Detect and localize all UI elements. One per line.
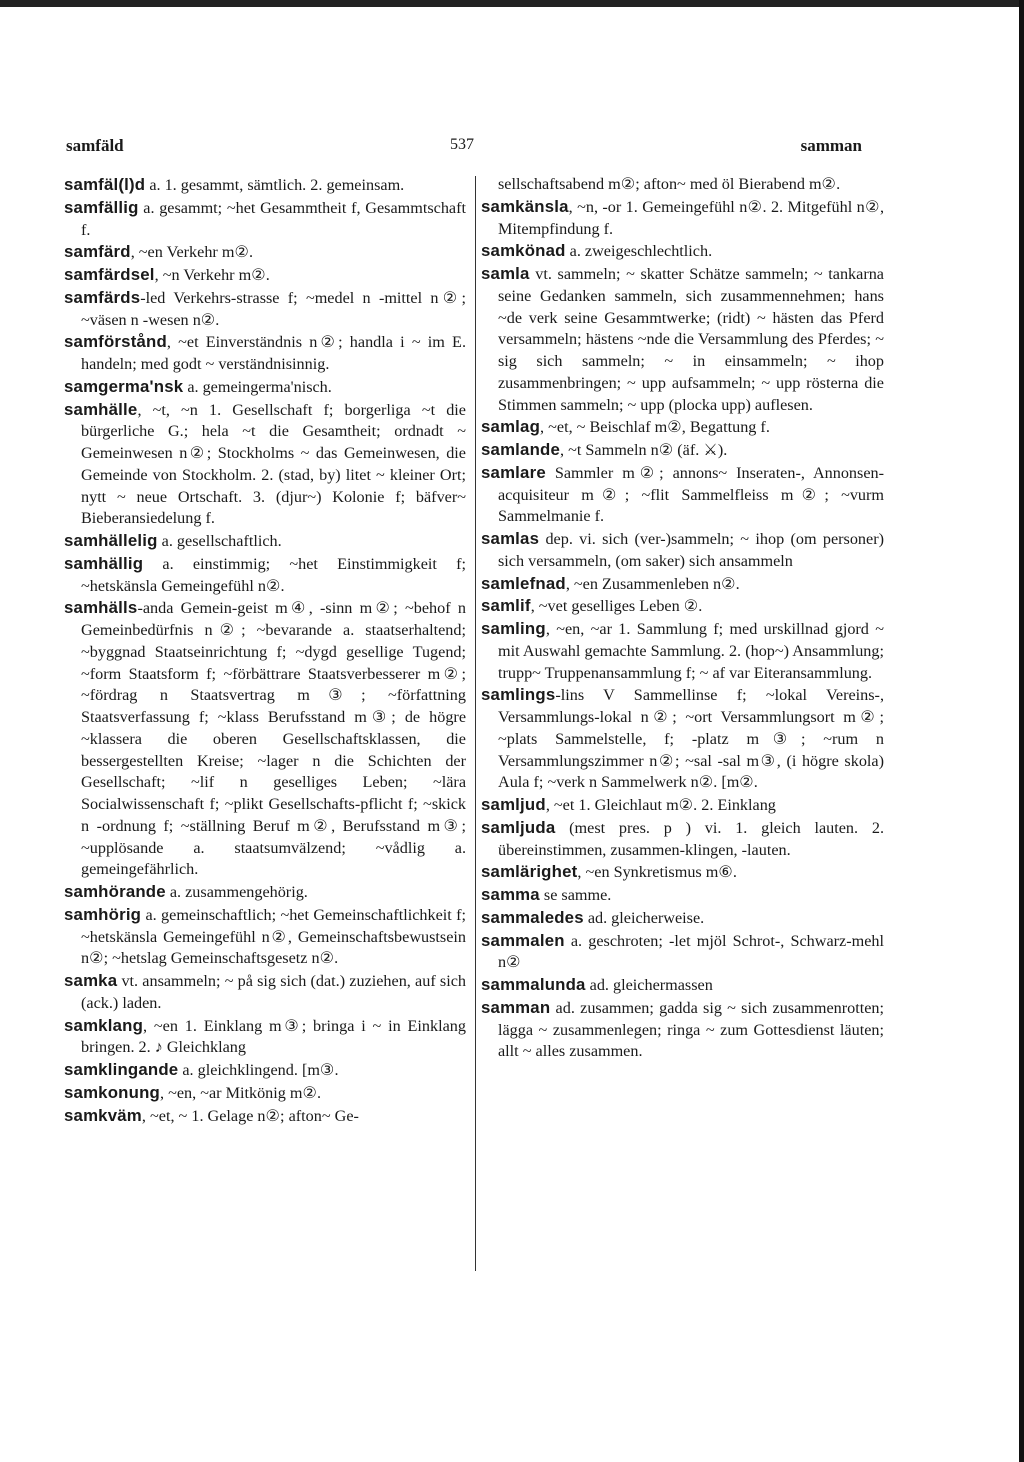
entry-headword: samlag [481,417,541,437]
scan-edge-top [0,0,1024,7]
entry-headword: samfärds [64,287,141,307]
dictionary-entry [481,861,884,884]
entry-headword: samla [481,264,530,283]
dictionary-entry [481,930,884,975]
entry-headword: samlärighet [481,862,578,882]
entry-headword: samlefnad [481,573,566,593]
entry-headword: samhörig [64,904,142,924]
entry-headword: sammalunda [481,975,586,994]
entry-text: -lins V Sammellinse f; ~lokal Vereins-, Versammlungs-lokal n②; ~ort Versammlungsort m②; ~plats Sammelstelle, f; -platz m③; ~rum n Versammlungszimmer n②; ~sal -sal m③, (i högre skola) Aula f; ~verk n Sammelwerk n②. [m②. [498,686,884,792]
entry-headword: samma [481,885,540,904]
entry-text: , ~en Zusammenleben n②. [565,574,740,593]
dictionary-entry [64,1015,466,1060]
dictionary-entry [481,416,884,439]
entry-text: a. gesellschaftlich. [157,532,282,550]
entry-headword: samljuda [481,817,556,837]
dictionary-entry [481,618,884,684]
entry-text: a. gemeinschaftlich; ~het Gemeinschaftlichkeit f; ~hetskänsla Gemeingefühl n②, Gemeinschaftsbewustsein n②; ~hetslag Gemeinschaftsgesetz n②. [81,905,466,968]
entry-text: , ~en Synkretismus m⑥. [577,863,737,882]
entry-headword: samhörande [64,882,166,901]
entry-text: sellschaftsabend m②; afton~ med öl Bierabend m②. [498,175,841,193]
entry-text: vt. ansammeln; ~ på sig sich (dat.) zuziehen, auf sich (ack.) laden. [81,972,466,1012]
dictionary-entry [64,174,466,197]
dictionary-entry [481,794,884,817]
entry-text: a. zweigeschlechtlich. [565,242,713,261]
dictionary-entry [481,573,884,596]
entry-text: a. geschroten; -let mjöl Schrot-, Schwarz-mehl n② [498,931,884,972]
entry-text: , ~et, ~ 1. Gelage n②; afton~ Ge- [141,1106,359,1125]
dictionary-entry [481,263,884,416]
header-left-guideword: samfäld [66,136,124,155]
entry-headword: samlare [481,462,546,482]
dictionary-entry [64,970,466,1015]
entry-text: vt. sammeln; ~ skatter Schätze sammeln; ~ tankarna seine Gedanken sammeln, sich zusammennehmen; hans ~de verk seine Gesammtwerke; (ridt) ~ hästen das Pferd versammeln; hästens ~nde die Versammlung des Pferdes; ~ sig sich sammeln; ~ in einsammeln; ~ ihop zusammenbringen; ~ upp aufsammeln; ~ upp rösterna die Stimmen sammeln; ~ upp (plocka upp) auflesen. [498,265,884,414]
entry-text: a. gleichklingend. [m③. [178,1061,339,1079]
entry-text: , ~n Verkehr m②. [154,266,270,284]
entry-text: , ~vet geselliges Leben ②. [530,597,703,616]
entry-headword: samfärd [64,242,131,262]
entry-text: , ~t Sammeln n② (äf. ⚔). [560,441,728,459]
entry-headword: samkväm [64,1105,142,1125]
entry-text: -anda Gemein-geist m④, -sinn m②; ~behof n Gemeinbedürfnis n②; ~bevarande a. staatserhaltend; ~byggnad Staatseinrichtung f; ~dygd gesellige Tugend; ~form Staatsform f; ~förbättrare Staatsverbesserer m②; ~fördrag n Staatsvertrag m③; ~författning Staatsverfassung f; ~klass Berufsstand m③; de högre ~klassera die oberen Gesellschaftsklassen, die bessergestellten Kreise; ~lager n die Schichten der Gesellschaft; ~lif n geselliges Leben; ~lära Socialwissenschaft f; ~plikt Gesellschafts-pflicht f; ~skick n -ordnung f; ~ställning Beruf m②, Berufsstand m③; ~upplösande a. staatsumvälzend; ~vådlig a. gemeingefährlich. [81,599,466,879]
page-header [62,136,862,162]
entry-text: , ~en, ~ar Mitkönig m②. [159,1083,322,1102]
dictionary-entry [64,553,466,598]
entry-text: a. gemeingerma'nisch. [183,377,332,396]
entry-text: se samme. [539,886,612,904]
dictionary-entry [481,240,884,263]
entry-headword: samhällig [64,553,144,573]
dictionary-entry [64,331,466,376]
entry-headword: samljud [481,795,546,814]
entry-text: a. zusammengehörig. [165,883,308,901]
entry-headword: sammaledes [481,907,584,927]
dictionary-entry [64,287,466,332]
entry-text: , ~n, -or 1. Gemeingefühl n②. 2. Mitgefühl n②, Mitempfindung f. [498,197,884,238]
dictionary-entry [64,399,466,531]
page-number: 537 [450,136,474,153]
entry-text: , ~en 1. Einklang m③; bringa i ~ in Einklang bringen. 2. ♪ Gleichklang [81,1016,466,1057]
entry-text: , ~t, ~n 1. Gesellschaft f; borgerliga ~t die bürgerliche G.; hela ~t die Gesamtheit; ordnadt ~ Gemeinwesen n②; Stockholms ~ das Gemeinwesen, die Gemeinde von Stockholm. 2. (stad, by) litet ~ kleiner Ort; nytt ~ neue Ortschaft. 3. (djur~) Kolonie f; bäfver~ Bieberansiedelung f. [81,400,466,528]
column-divider [475,176,476,1271]
entry-headword: samkönad [481,241,566,261]
entry-headword: samlande [481,440,561,459]
entry-text: a. gesammt; ~het Gesammtheit f, Gesammtschaft f. [81,198,466,239]
dictionary-entry [64,881,466,904]
entry-text: -led Verkehrs-strasse f; ~medel n -mittel n②; ~väsen n -wesen n②. [81,288,466,329]
entry-text: (mest pres. p ) vi. 1. gleich lauten. 2. übereinstimmen, zusammen-klingen, -lauten. [498,818,884,859]
entry-text: ad. zusammen; gadda sig ~ sich zusammenrotten; lägga ~ zusammenlegen; ringa ~ zum Gottesdienst läuten; allt ~ alles zusammen. [498,998,884,1061]
entry-headword: samförstånd [64,332,167,352]
entry-headword: samklingande [64,1060,179,1079]
entry-text: , ~en, ~ar 1. Sammlung f; med urskillnad gjord ~ mit Auswahl gemachte Sammlung. 2. (hop~) Ansammlung; trupp~ Truppenansammlung f; ~ af var Eiteransammlung. [498,620,884,682]
header-right-guideword: samman [800,136,862,155]
dictionary-entry [64,376,466,399]
dictionary-entry [481,196,884,241]
entry-headword: samklang [64,1015,144,1035]
entry-text: , ~et 1. Gleichlaut m②. 2. Einklang [545,796,776,814]
entry-text: Sammler m②; annons~ Inseraten-, Annonsen-acquisiteur m②; ~flit Sammelfleiss m②; ~vurm Sammelmanie f. [498,463,884,526]
dictionary-entry [481,462,884,528]
dictionary-entry [64,530,466,553]
entry-continuation [498,174,884,196]
dictionary-entry [64,1105,466,1128]
entry-text: , ~en Verkehr m②. [130,243,254,262]
entry-headword: samhälls [64,598,138,618]
entry-text: ad. gleicherweise. [583,908,705,927]
dictionary-entry [481,817,884,862]
entry-headword: samkänsla [481,196,569,216]
entry-text: dep. vi. sich (ver-)sammeln; ~ ihop (om personer) sich versammeln, (om saker) sich ansammeln [498,530,884,570]
dictionary-entry [481,439,884,462]
right-column [481,174,884,1063]
dictionary-entry [481,884,884,907]
dictionary-entry [64,597,466,881]
entry-headword: samlas [481,529,540,548]
entry-headword: samman [481,997,551,1017]
entry-headword: samkonung [64,1082,160,1102]
entry-text: a. 1. gesammt, sämtlich. 2. gemeinsam. [145,176,405,194]
entry-headword: samlif [481,596,531,616]
dictionary-entry [64,1082,466,1105]
entry-headword: samgerma'nsk [64,376,184,396]
entry-text: , ~et, ~ Beischlaf m②, Begattung f. [540,418,770,437]
entry-text: , ~et Einverständnis n②; handla i ~ im E. handeln; med godt ~ verständnisinnig. [81,333,466,373]
dictionary-entry [481,528,884,573]
entry-headword: samfäl(l)d [64,175,146,194]
dictionary-entry [481,595,884,618]
left-column [64,174,466,1127]
entry-headword: samka [64,971,118,990]
dictionary-entry [481,997,884,1063]
dictionary-entry [481,907,884,930]
entry-text: ad. gleichermassen [585,976,713,994]
dictionary-entry [64,264,466,287]
dictionary-entry [64,197,466,242]
dictionary-entry [64,1059,466,1082]
scan-edge-right [1019,0,1024,1462]
dictionary-entry [64,241,466,264]
entry-headword: samhälle [64,399,138,419]
entry-headword: samfärdsel [64,265,155,284]
dictionary-entry [64,904,466,970]
entry-headword: samfällig [64,197,139,217]
dictionary-entry [481,684,884,794]
entry-headword: samlings [481,685,556,705]
dictionary-entry [481,974,884,997]
entry-headword: samhällelig [64,531,158,550]
entry-headword: samling [481,619,546,638]
entry-text: a. einstimmig; ~het Einstimmigkeit f; ~hetskänsla Gemeingefühl n②. [81,554,466,595]
entry-headword: sammalen [481,930,565,950]
